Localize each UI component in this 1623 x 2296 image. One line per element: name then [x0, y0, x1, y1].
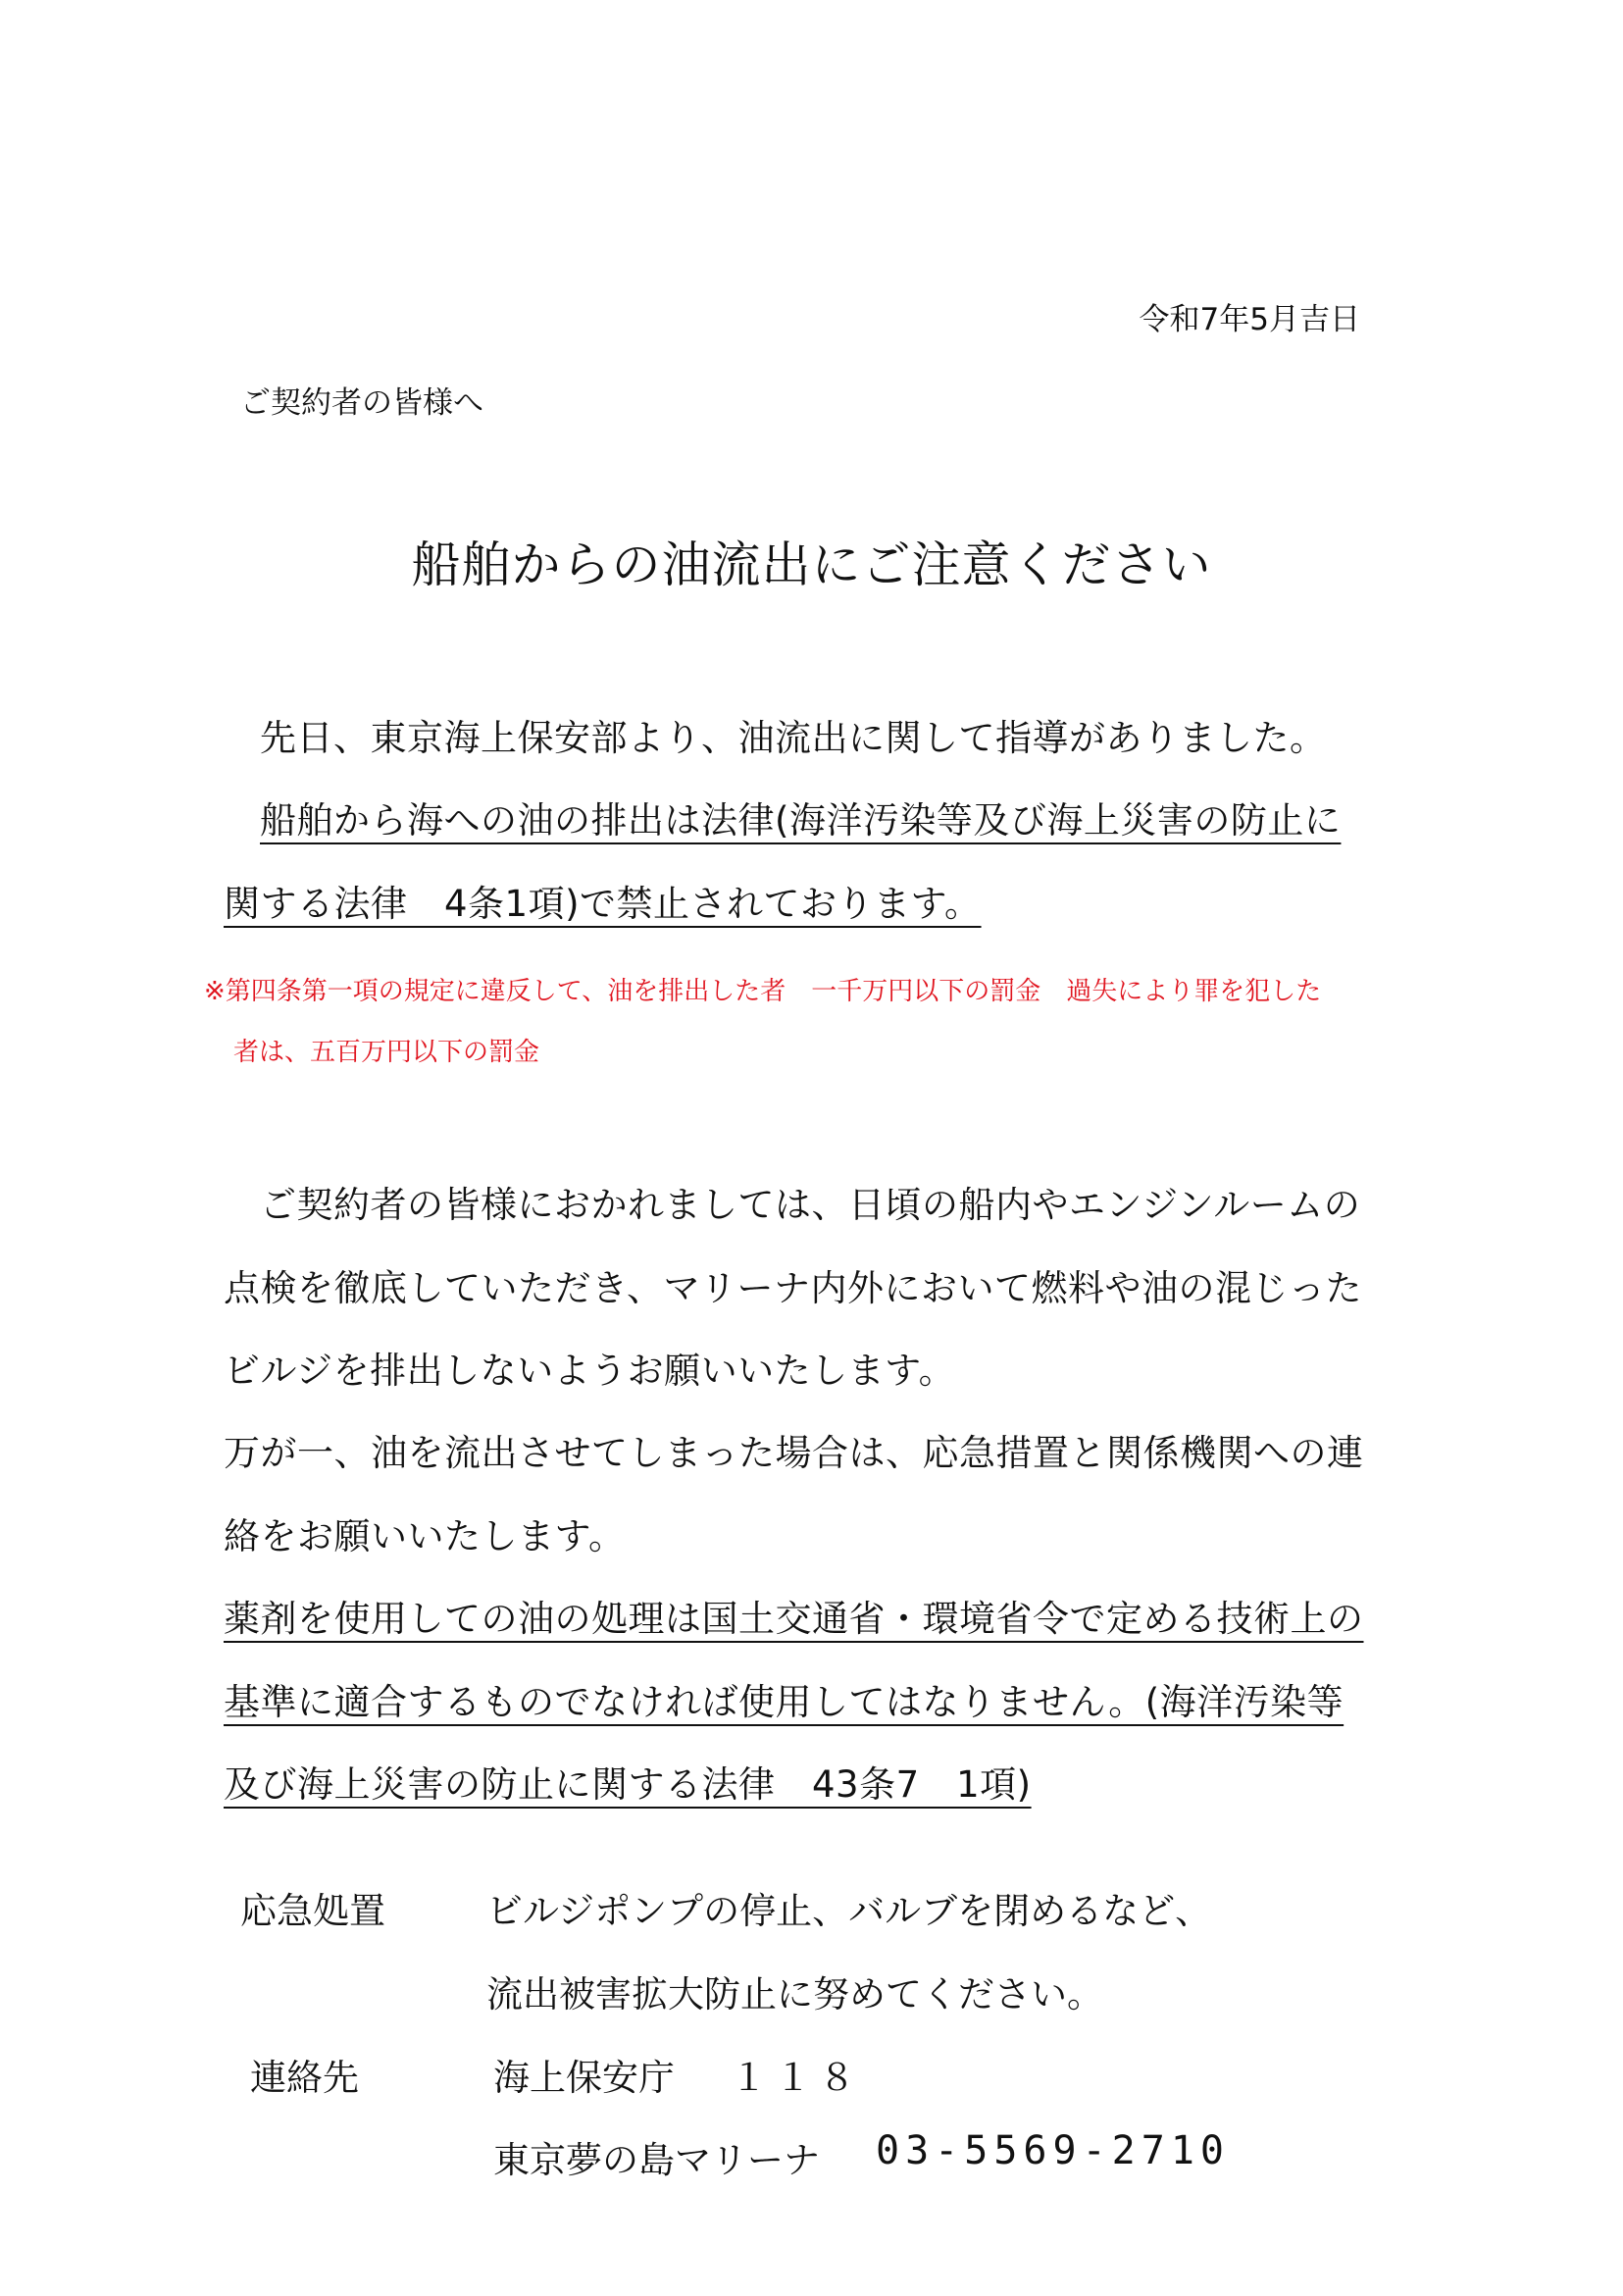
- paragraph1-line2: 船舶から海への油の排出は法律(海洋汚染等及び海上災害の防止に: [260, 799, 1342, 842]
- paragraph3-line1: 薬剤を使用しての油の処理は国土交通省・環境省令で定める技術上の: [224, 1598, 1364, 1640]
- paragraph2-line3: ビルジを排出しないようお願いいたします。: [224, 1350, 956, 1392]
- penalty-note-line1: ※第四条第一項の規定に違反して、油を排出した者 一千万円以下の罰金 過失により罪を犯した: [204, 977, 1322, 1006]
- paragraph2-line4: 万が一、油を流出させてしまった場合は、応急措置と関係機関への連: [224, 1432, 1364, 1474]
- coast-guard-number: １１８: [731, 2057, 863, 2099]
- paragraph3-line2: 基準に適合するものでなければ使用してはなりません。(海洋汚染等: [224, 1681, 1344, 1723]
- marina-name: 東京夢の島マリーナ: [493, 2139, 820, 2181]
- marina-phone-number: 03-5569-2710: [876, 2128, 1230, 2173]
- paragraph2-line1: ご契約者の皆様におかれましては、日頃の船内やエンジンルームの: [260, 1184, 1361, 1226]
- contacts-label: 連絡先: [250, 2057, 359, 2099]
- coast-guard-name: 海上保安庁: [493, 2057, 675, 2099]
- paragraph3-line3: 及び海上災害の防止に関する法律 43条7 1項): [224, 1763, 1032, 1806]
- salutation: ご契約者の皆様へ: [240, 385, 483, 421]
- emergency-label: 応急処置: [240, 1890, 385, 1932]
- paragraph1-line1: 先日、東京海上保安部より、油流出に関して指導がありました。: [260, 717, 1327, 759]
- emergency-line1: ビルジポンプの停止、バルブを閉めるなど、: [486, 1890, 1212, 1932]
- paragraph2-line2: 点検を徹底していただき、マリーナ内外において燃料や油の混じった: [224, 1267, 1363, 1309]
- paragraph2-line5: 絡をお願いいたします。: [224, 1515, 626, 1557]
- document-date: 令和7年5月吉日: [1139, 302, 1360, 337]
- penalty-note-line2: 者は、五百万円以下の罰金: [233, 1038, 540, 1067]
- paragraph1-line3: 関する法律 4条1項)で禁止されております。: [224, 883, 982, 925]
- emergency-line2: 流出被害拡大防止に努めてください。: [486, 1973, 1103, 2015]
- page-title: 船舶からの油流出にご注意ください: [411, 536, 1212, 593]
